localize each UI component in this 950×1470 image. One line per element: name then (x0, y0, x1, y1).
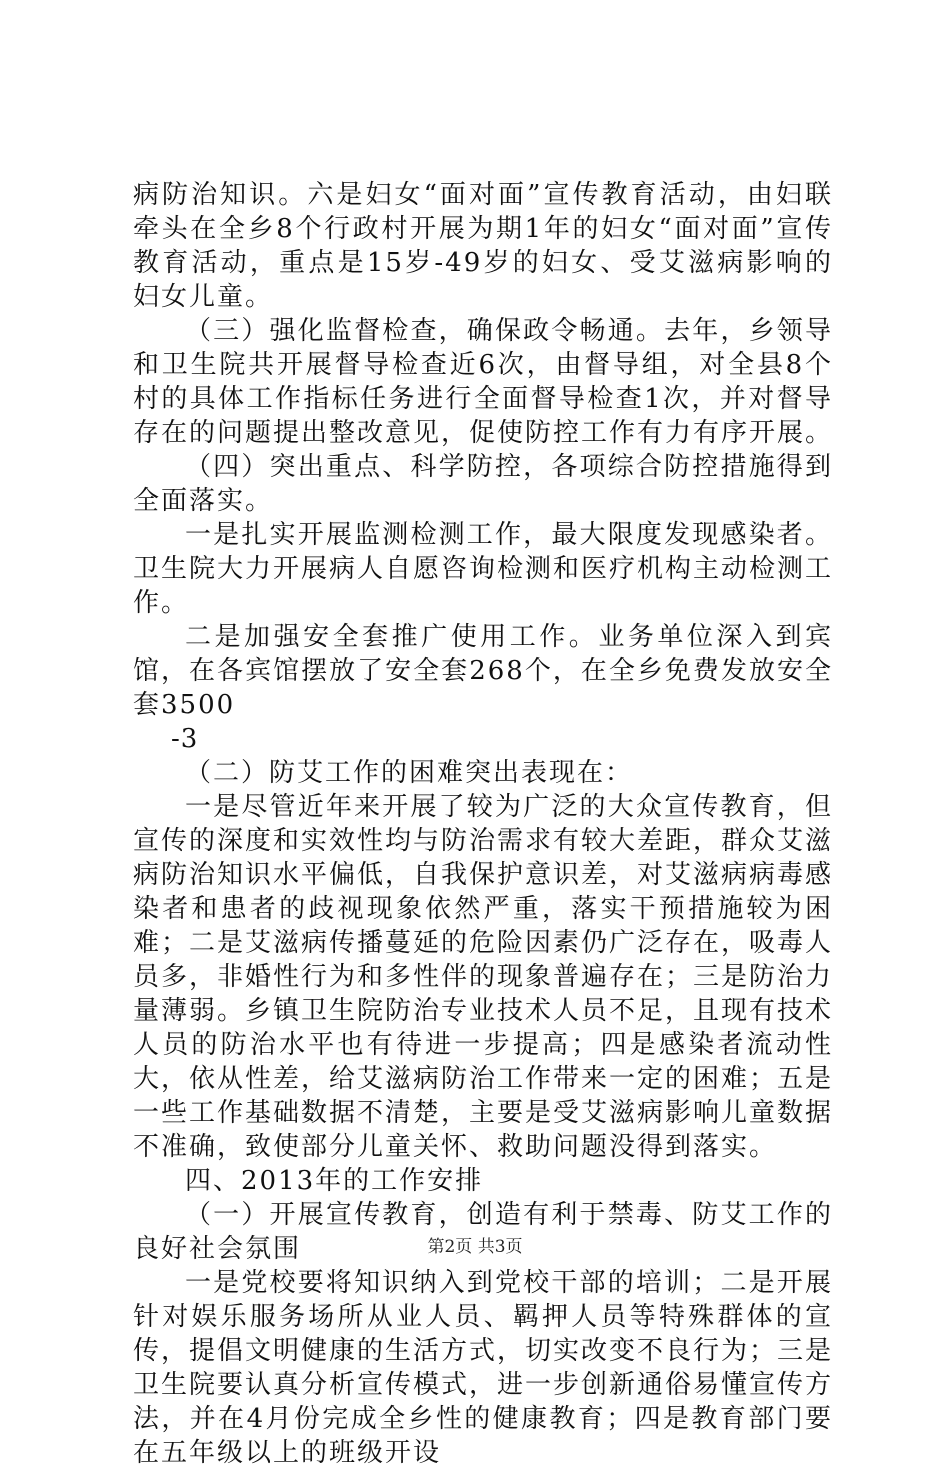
page-footer: 第2页 共3页 (427, 1237, 523, 1257)
paragraph-2: （三）强化监督检查，确保政令畅通。去年，乡领导和卫生院共开展督导检查近6次，由督导组，对全县8个村的具体工作指标任务进行全面督导检查1次，并对督导存在的问题提出整改意见，促使防控工作有力有序开展。 (133, 316, 834, 448)
paragraph-3: （四）突出重点、科学防控，各项综合防控措施得到全面落实。 (133, 452, 833, 516)
paragraph-8: （一）开展宣传教育，创造有利于禁毒、防艾工作的良好社会氛围 (133, 1200, 833, 1264)
paragraph-9: 一是党校要将知识纳入到党校干部的培训；二是开展针对娱乐服务场所从业人员、羁押人员等特殊群体的宣传，提倡文明健康的生活方式，切实改变不良行为；三是卫生院要认真分析宣传模式，进一步创新通俗易懂宣传方法，并在4月份完成全乡性的健康教育；四是教育部门要在五年级以上的班级开设 (133, 1268, 834, 1468)
paragraph-1: 病防治知识。六是妇女“面对面”宣传教育活动，由妇联牵头在全乡8个行政村开展为期1年的妇女“面对面”宣传教育活动，重点是15岁-49岁的妇女、受艾滋病影响的妇女儿童。 (133, 180, 833, 312)
document-body (133, 178, 833, 1470)
page-marker: -3 (171, 724, 199, 754)
section-heading: 四、2013年的工作安排 (185, 1166, 484, 1196)
paragraph-5: 二是加强安全套推广使用工作。业务单位深入到宾馆，在各宾馆摆放了安全套268个，在全乡免费发放安全套3500 (133, 622, 833, 720)
paragraph-7: 一是尽管近年来开展了较为广泛的大众宣传教育，但宣传的深度和实效性均与防治需求有较大差距，群众艾滋病防治知识水平偏低，自我保护意识差，对艾滋病病毒感染者和患者的歧视现象依然严重，落实干预措施较为困难；二是艾滋病传播蔓延的危险因素仍广泛存在，吸毒人员多，非婚性行为和多性伴的现象普遍存在；三是防治力量薄弱。乡镇卫生院防治专业技术人员不足，且现有技术人员的防治水平也有待进一步提高；四是感染者流动性大，依从性差，给艾滋病防治工作带来一定的困难；五是一些工作基础数据不清楚，主要是受艾滋病影响儿童数据不准确，致使部分儿童关怀、救助问题没得到落实。 (133, 792, 834, 1162)
paragraph-6: （二）防艾工作的困难突出表现在： (185, 758, 634, 788)
paragraph-4: 一是扎实开展监测检测工作，最大限度发现感染者。卫生院大力开展病人自愿咨询检测和医疗机构主动检测工作。 (133, 520, 834, 618)
